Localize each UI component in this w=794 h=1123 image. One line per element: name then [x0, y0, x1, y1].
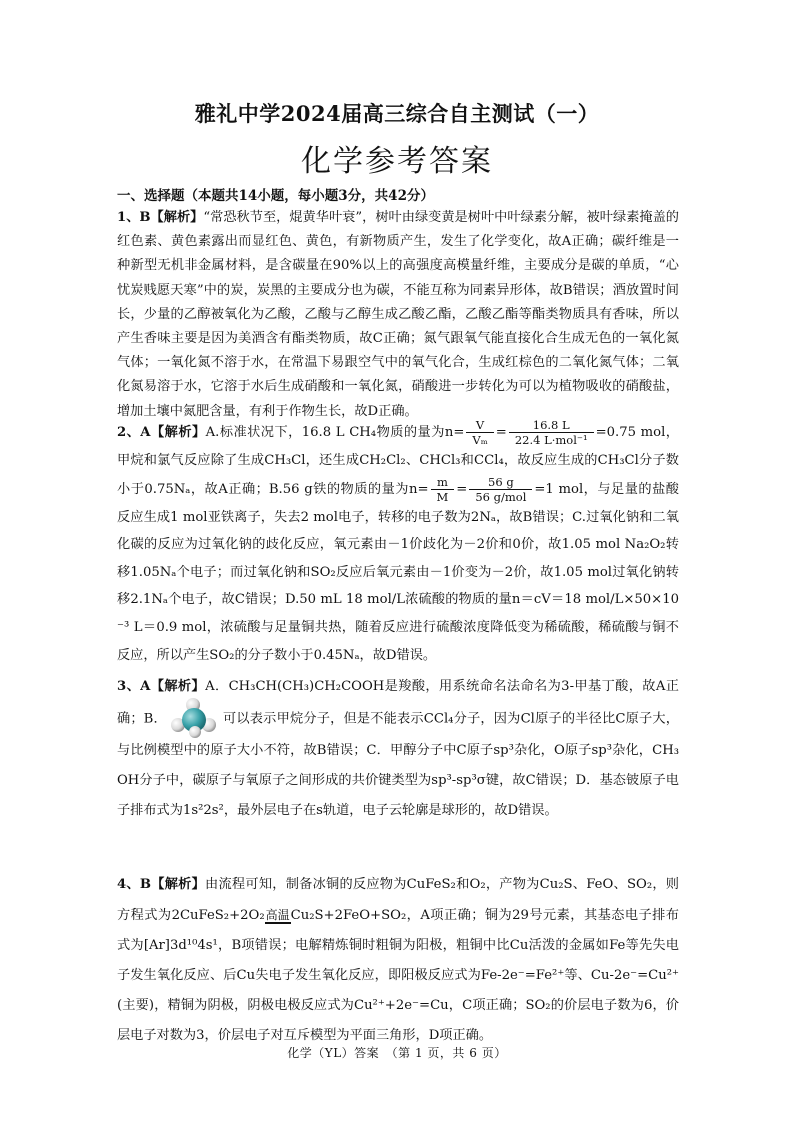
exam-title: 雅礼中学2024届高三综合自主测试（一） — [194, 101, 600, 126]
equals-sign: = — [456, 481, 468, 497]
question-3-explanation — [117, 672, 679, 826]
frac-numerator: V — [466, 418, 493, 433]
q2-part2: =0.75 mol，甲烷和氯气反应除了生成CH₃Cl，还生成CH₂Cl₂、CHCl₃和CCl₄，故反应生成的CH₃Cl分子数小于0.75Nₐ，故A正确；B.56 g铁的物质的量为n= — [117, 425, 679, 497]
q3-answer-tag: 3、A【解析】 — [117, 679, 206, 694]
question-1-explanation — [117, 206, 679, 424]
q4-part2: Cu₂S+2FeO+SO₂，A项正确；铜为29号元素，其基态电子排布式为[Ar]3d¹⁰4s¹，B项错误；电解精炼铜时粗铜为阳极，粗铜中比Cu活泼的金属如Fe等先失电子发生氧化反应、后Cu失电子发生氧化反应，即阳极反应式为Fe-2e⁻=Fe²⁺等、Cu-2e⁻=Cu²⁺(主要)，精铜为阴极，阴极电极反应式为Cu²⁺+2e⁻=Cu，C项正确；SO₂的价层电子数为6，价层电子对数为3，价层电子对互斥模型为平面三角形，D项正确。 — [117, 908, 679, 1043]
fraction-v-over-vm — [466, 418, 493, 447]
frac-denominator: 56 g/mol — [475, 489, 527, 504]
question-2-explanation — [117, 418, 679, 669]
fraction-m-over-M — [431, 475, 455, 504]
q2-part3: =1 mol，与足量的盐酸反应生成1 mol亚铁离子，失去2 mol电子，转移的电子数为2Nₐ，故B错误；C.过氧化钠和二氧化碳的反应为过氧化钠的歧化反应，氧元素由－1价歧化为－2价和0价，故1.05 mol Na₂O₂转移1.05Nₐ个电子；而过氧化钠和SO₂反应后氧元素由－1价变为－2价，故1.05 mol过氧化钠转移2.1Nₐ个电子，故C错误；D.50 mL 18 mol/L浓硫酸的物质的量n＝cV＝18 mol/L×50×10⁻³ L＝0.9 mol，浓硫酸与足量铜共热，随着反应进行硫酸浓度降低变为稀硫酸，稀硫酸与铜不反应，所以产生SO₂的分子数小于0.45Nₐ，故D错误。 — [117, 481, 679, 663]
fraction-mass — [469, 475, 532, 504]
frac-denominator: M — [436, 489, 449, 504]
q3-part2: 可以表示甲烷分子，但是不能表示CCl₄分子，因为Cl原子的半径比C原子大，与比例模型中的原子大小不符，故B错误；C．甲醇分子中C原子sp³杂化，O原子sp³杂化，CH₃OH分子中，碳原子与氧原子之间形成的共价键类型为sp³-sp³σ键，故C错误；D．基态铍原子电子排布式为1s²2s²，最外层电子在s轨道，电子云轮廓是球形的，故D错误。 — [117, 711, 679, 818]
question-4-explanation — [117, 870, 679, 1051]
q1-answer-tag: 1、B【解析】 — [117, 210, 204, 225]
answer-key-title: 化学参考答案 — [301, 144, 493, 179]
q4-part1: 由流程可知，制备冰铜的反应物为CuFeS₂和O₂，产物为Cu₂S、FeO、SO₂，则方程式为2CuFeS₂+2O₂ — [117, 877, 679, 923]
q4-answer-tag: 4、B【解析】 — [117, 877, 206, 892]
q3-part1: A．CH₃CH(CH₃)CH₂COOH是羧酸，用系统命名法命名为3-甲基丁酸，故A正确；B． — [117, 679, 679, 727]
equals-sign: = — [495, 425, 507, 440]
methane-space-filling-model-icon — [169, 702, 221, 736]
q2-part1: A.标准状况下，16.8 L CH₄物质的量为n= — [205, 425, 465, 440]
q2-answer-tag: 2、A【解析】 — [117, 425, 206, 440]
section-heading: 一、选择题（本题共14小题，每小题3分，共42分） — [117, 188, 434, 204]
high-temperature-label: 高温 — [265, 908, 290, 922]
frac-numerator: 56 g — [469, 475, 532, 490]
fraction-volume — [509, 418, 594, 447]
reaction-condition — [265, 900, 291, 930]
frac-numerator: 16.8 L — [509, 418, 594, 433]
frac-numerator: m — [431, 475, 455, 490]
frac-denominator: Vₘ — [472, 433, 488, 447]
q1-text: “常恐秋节至，焜黄华叶衰”，树叶由绿变黄是树叶中叶绿素分解，被叶绿素掩盖的红色素、黄色素露出而显红色、黄色，有新物质产生，发生了化学变化，故A正确；碳纤维是一种新型无机非金属材料，是含碳量在90%以上的高强度高模量纤维，主要成分是碳的单质，“心忧炭贱愿天寒”中的炭，炭黑的主要成分也为碳，不能互称为同素异形体，故B错误；酒放置时间长，少量的乙醇被氧化为乙酸，乙酸与乙醇生成乙酸乙酯，乙酸乙酯等酯类物质具有香味，所以产生香味主要是因为美酒含有酯类物质，故C正确；氮气跟氧气能直接化合生成无色的一氧化氮气体；一氧化氮不溶于水，在常温下易跟空气中的氧气化合，生成红棕色的二氧化氮气体；二氧化氮易溶于水，它溶于水后生成硝酸和一氧化氮，硝酸进一步转化为可以为植物吸收的硝酸盐，增加土壤中氮肥含量，有利于作物生长，故D正确。 — [117, 210, 679, 419]
page-footer: 化学（YL）答案 （第 1 页，共 6 页） — [287, 1046, 507, 1060]
frac-denominator: 22.4 L·mol⁻¹ — [514, 433, 588, 447]
